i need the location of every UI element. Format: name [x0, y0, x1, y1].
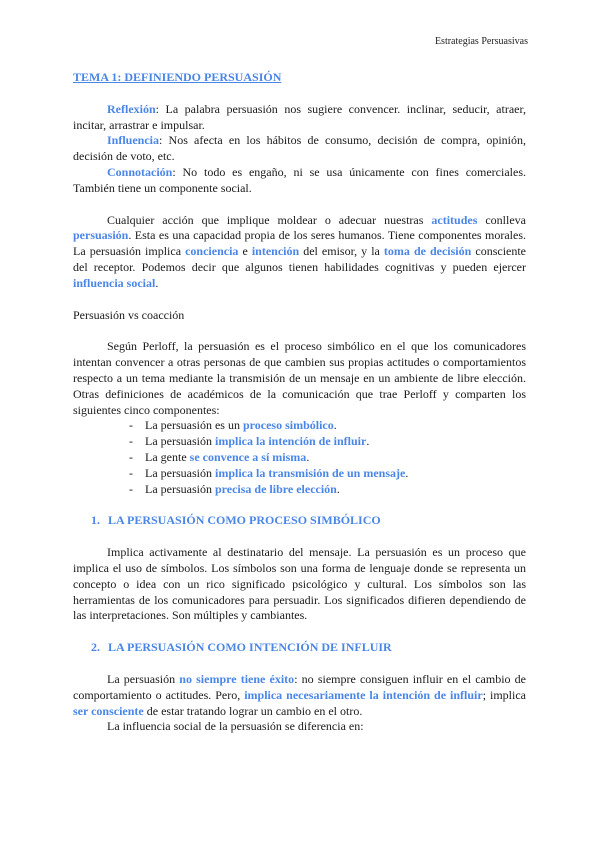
text-run: . [405, 465, 409, 480]
text-run: La persuasión es un [145, 418, 243, 433]
subheading-persuasion-vs-coaccion: Persuasión vs coacción [73, 307, 185, 322]
list-item [129, 434, 526, 450]
text-run: . [306, 449, 310, 464]
text-run: La persuasión [145, 465, 215, 480]
highlight-influencia-social: influencia social [73, 275, 156, 290]
list-item [129, 418, 526, 434]
text-run: : no siempre consiguen influir en el cambio de comportamiento o actitudes. Pero, [73, 671, 527, 702]
components-list [73, 418, 526, 497]
text-run: e [238, 244, 252, 259]
highlight-ser-consciente: ser consciente [73, 703, 144, 718]
text-run: de estar tratando lograr un cambio en el otro. [143, 703, 363, 718]
text-run: . [336, 481, 340, 496]
section-heading-2 [73, 640, 526, 656]
highlight-intencion: intención [251, 244, 300, 259]
definition-influencia [73, 133, 526, 165]
running-header: Estrategias Persuasivas [434, 36, 528, 47]
paragraph-actitudes [73, 213, 526, 292]
section-number: 1. [91, 513, 100, 528]
text-run: . [366, 434, 370, 449]
highlight-persuasion: persuasión [73, 228, 129, 243]
highlight: se convence a sí misma [189, 449, 307, 464]
section-heading-1 [73, 513, 526, 529]
term-influencia: Influencia [107, 133, 160, 148]
document-body [73, 70, 526, 735]
section-title: LA PERSUASIÓN COMO INTENCIÓN DE INFLUIR [108, 640, 392, 655]
text-run: La persuasión [107, 671, 180, 686]
highlight-intencion-de-influir: implica necesariamente la intención de influir [244, 687, 483, 702]
text-run: consciente del receptor. Podemos decir que algunos tienen habilidades cognitivas y pueden ejercer [73, 244, 527, 274]
highlight-no-siempre-exito: no siempre tiene éxito [179, 671, 295, 686]
definition-text: : La palabra persuasión nos sugiere convencer. inclinar, seducir, atraer, incitar, arrastrar e impulsar. [73, 101, 526, 132]
term-connotacion: Connotación [107, 164, 173, 179]
definition-reflexion [73, 102, 526, 134]
section-title: LA PERSUASIÓN COMO PROCESO SIMBÓLICO [108, 513, 381, 528]
term-reflexion: Reflexión [107, 101, 156, 116]
definition-text: : No todo es engaño, ni se usa únicamente con fines comerciales. También tiene un componente social. [73, 164, 526, 195]
section-number: 2. [91, 640, 100, 655]
text-run: . Esta es una capacidad propia de los seres humanos. Tiene componentes morales. La persuasión implica [73, 228, 526, 259]
paragraph-perloff: Según Perloff, la persuasión es el proceso simbólico en el que los comunicadores intentan convencer a otras personas de que cambien sus propias actitudes o comportamientos respecto a un tema mediante la transmisión de un mensaje en un ambiente de libre elección. Otras definiciones de académicos de la comunicación que trae Perloff y comparten los siguientes cinco componentes: [73, 339, 526, 417]
paragraph-section-2 [73, 672, 526, 719]
text-run: . [155, 275, 159, 290]
text-run: conlleva [477, 212, 526, 227]
page-title: TEMA 1: DEFINIENDO PERSUASIÓN [73, 70, 282, 84]
highlight: precisa de libre elección [214, 481, 337, 496]
text-run: La gente [145, 449, 190, 464]
text-run: La persuasión [145, 434, 215, 449]
text-run: La persuasión [145, 481, 215, 496]
list-item [129, 466, 526, 482]
list-item [129, 482, 526, 498]
text-run: del emisor, y la [299, 244, 384, 259]
highlight: proceso simbólico [242, 418, 334, 433]
highlight-conciencia: conciencia [185, 244, 239, 259]
text-run: ; implica [482, 687, 526, 702]
paragraph-section-1: Implica activamente al destinatario del mensaje. La persuasión es un proceso que implica el uso de símbolos. Los símbolos son una forma de lenguaje donde se representa un concepto o idea con un rico significado psicológico y cultural. Los símbolos son las herramientas de los comunicadores para persuadir. Los significados difieren dependiendo de las interpretaciones. Son múltiples y cambiantes. [73, 545, 526, 623]
highlight-actitudes: actitudes [431, 212, 478, 227]
paragraph-influencia-social: La influencia social de la persuasión se diferencia en: [107, 719, 364, 734]
definition-text: : Nos afecta en los hábitos de consumo, decisión de compra, opinión, decisión de voto, etc. [73, 133, 526, 164]
highlight: implica la transmisión de un mensaje [214, 465, 406, 480]
list-item [129, 450, 526, 466]
highlight-toma-de-decision: toma de decisión [383, 244, 472, 259]
highlight: implica la intención de influir [214, 434, 367, 449]
text-run: . [333, 418, 337, 433]
definition-connotacion [73, 165, 526, 197]
text-run: Cualquier acción que implique moldear o adecuar nuestras [107, 212, 432, 227]
